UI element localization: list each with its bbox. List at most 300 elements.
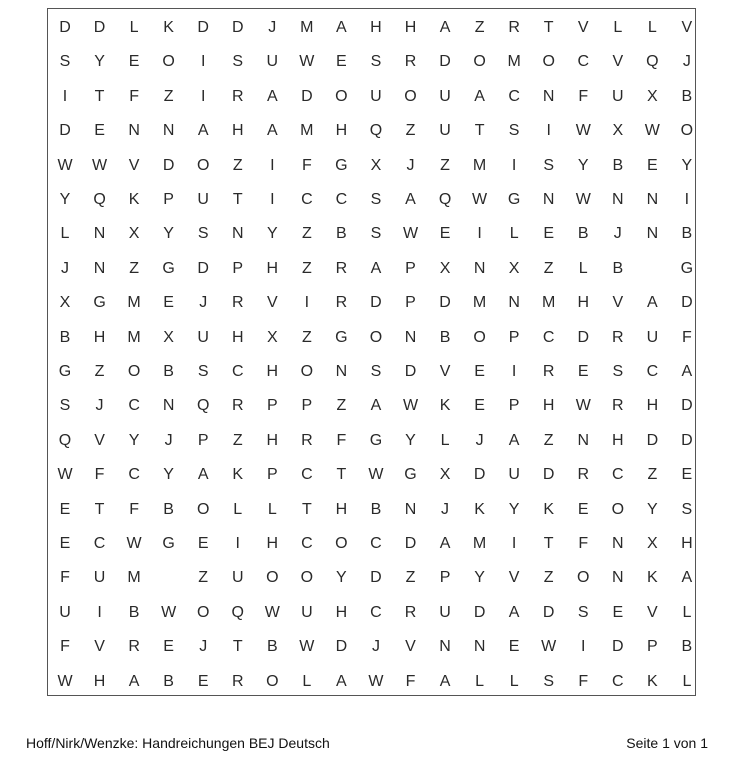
grid-letter: R [542,363,555,380]
grid-letter: H [542,397,555,415]
grid-letter: F [405,672,416,690]
grid-letter: Y [266,225,278,243]
grid-letter: N [162,122,175,140]
grid-letter: F [336,431,347,449]
grid-letter: L [509,672,519,690]
grid-letter: C [612,672,624,690]
grid-letter: G [335,156,348,174]
grid-letter: Y [94,53,105,71]
grid-letter: T [474,122,485,140]
grid-letter: P [405,259,416,277]
grid-letter: I [684,191,690,208]
grid-letter: R [231,294,244,312]
grid-letter: N [231,225,244,243]
grid-letter: O [369,328,383,346]
grid-letter: D [197,259,209,277]
grid-letter [152,561,186,595]
grid-letter: U [197,191,209,208]
grid-letter: D [542,603,555,621]
grid-letter: D [197,19,209,36]
grid-letter: O [473,53,486,71]
grid-letter: I [304,294,310,312]
grid-letter: L [682,603,692,621]
grid-letter: P [163,191,174,208]
grid-letter: M [542,294,556,312]
grid-letter: S [370,363,382,380]
grid-letter: B [128,603,140,621]
grid-letter: B [681,638,693,656]
grid-letter: O [196,156,210,174]
grid-letter: X [439,466,451,484]
grid-letter: R [231,672,244,690]
grid-letter: J [682,53,691,71]
grid-letter: Y [681,156,693,174]
grid-letter: U [439,87,451,105]
grid-letter: F [578,672,589,690]
grid-letter: X [266,328,278,346]
grid-letter: J [199,638,208,656]
grid-letter: L [509,225,519,243]
grid-letter: A [128,672,140,690]
grid-letter: L [475,672,485,690]
grid-letter: U [231,569,244,587]
grid-letter: H [646,397,659,415]
grid-letter: Z [336,397,347,415]
grid-letter: W [299,53,315,71]
grid-letter: D [473,466,486,484]
grid-letter: P [647,638,658,656]
grid-letter: U [370,87,382,105]
grid-letter: S [370,225,382,243]
grid-letter: I [581,638,586,656]
grid-letter: N [542,191,555,208]
grid-letter: J [95,397,104,415]
grid-letter: H [577,294,590,312]
grid-letter: C [612,466,624,484]
grid-letter: F [94,466,105,484]
grid-letter: A [508,431,520,449]
grid-letter: G [369,431,383,449]
grid-letter: R [404,603,417,621]
grid-letter: B [681,87,693,105]
grid-letter: Y [647,500,658,518]
grid-letter: N [577,431,590,449]
grid-letter: C [508,87,520,105]
grid-letter: P [266,466,278,484]
grid-letter: H [266,535,279,552]
grid-letter: N [508,294,520,312]
grid-letter: Z [543,259,554,277]
grid-letter: S [508,122,520,140]
grid-letter: M [472,156,487,174]
grid-letter: E [59,500,71,518]
grid-letter: D [404,363,417,380]
grid-letter: I [97,603,102,621]
grid-letter: D [577,328,590,346]
grid-letter: J [613,225,622,243]
grid-letter: W [161,603,177,621]
grid-letter: M [300,122,314,140]
grid-letter: Z [301,328,312,346]
grid-letter: G [404,466,417,484]
grid-letter: L [613,19,623,36]
grid-letter: U [266,53,279,71]
grid-letter: D [612,638,624,656]
grid-letter: Q [438,191,452,208]
grid-letter: K [128,191,140,208]
grid-letter: B [266,638,278,656]
grid-letter: H [335,122,348,140]
grid-letter: N [612,191,624,208]
grid-letter: N [93,259,106,277]
grid-letter: A [197,122,209,140]
grid-letter: I [511,535,517,552]
grid-letter: N [646,191,659,208]
grid-letter: K [543,500,555,518]
grid-letter: E [336,53,347,71]
grid-letter: Y [474,569,485,587]
grid-letter: W [541,638,557,656]
grid-letter: I [200,87,206,105]
grid-letter: F [60,569,70,587]
grid-letter: G [58,363,72,380]
grid-letter: C [646,363,659,380]
grid-letter: O [577,569,590,587]
grid-letter: D [301,87,313,105]
grid-letter: N [93,225,106,243]
grid-letter: C [301,191,313,208]
grid-letter: Q [93,191,106,208]
grid-letter: J [199,294,208,312]
grid-letter: P [439,569,451,587]
grid-letter: X [647,87,658,105]
grid-letter: Q [231,603,244,621]
grid-letter: H [335,500,348,518]
grid-letter: W [57,672,73,690]
grid-letter: C [93,535,106,552]
grid-letter: S [577,603,589,621]
grid-letter: C [301,535,313,552]
grid-letter [635,252,669,286]
grid-letter: P [508,328,520,346]
grid-letter: S [59,53,71,71]
grid-letter: U [439,603,451,621]
grid-letter: H [231,328,244,346]
grid-letter: N [612,569,624,587]
grid-letter: J [406,156,415,174]
grid-letter: G [507,191,521,208]
grid-letter: L [233,500,243,518]
grid-letter: N [646,225,659,243]
grid-letter: O [196,500,210,518]
grid-letter: D [370,294,382,312]
grid-letter: R [231,397,244,415]
grid-letter: T [94,87,105,105]
grid-letter: B [370,500,382,518]
grid-letter: Q [58,431,72,449]
grid-letter: U [301,603,313,621]
grid-letter: U [59,603,71,621]
grid-letter: M [472,535,487,552]
grid-letter: W [57,466,73,484]
grid-letter: O [473,328,486,346]
grid-letter: J [61,259,69,277]
grid-letter: T [232,638,243,656]
grid-letter: W [575,122,591,140]
grid-letter: O [300,363,314,380]
grid-letter: X [647,535,658,552]
grid-letter: D [335,638,348,656]
grid-letter: V [405,638,416,656]
grid-letter: L [267,500,277,518]
grid-letter: O [300,569,314,587]
grid-letter: A [370,259,382,277]
grid-letter: A [508,603,520,621]
grid-letter: C [577,53,590,71]
grid-letter: A [439,19,451,36]
grid-letter: Y [405,431,416,449]
grid-letter: X [128,225,140,243]
grid-letter: R [335,294,348,312]
grid-letter: M [472,294,487,312]
grid-letter: B [163,672,174,690]
grid-letter: G [162,259,175,277]
grid-letter: V [681,19,693,36]
grid-letter: Z [232,156,243,174]
grid-letter: N [439,638,451,656]
grid-letter: A [266,87,278,105]
grid-letter: H [266,431,279,449]
word-search-puzzle [47,8,696,696]
grid-letter: W [57,156,73,174]
grid-letter: W [126,535,142,552]
grid-letter: D [439,294,451,312]
grid-letter: F [578,535,589,552]
grid-letter: D [59,122,71,140]
grid-letter: B [612,156,624,174]
grid-letter: H [266,363,279,380]
grid-letter: H [266,259,279,277]
grid-letter: N [162,397,175,415]
grid-letter: Y [163,225,174,243]
grid-letter: L [578,259,588,277]
grid-letter: T [543,535,554,552]
grid-letter: Y [128,431,140,449]
grid-letter: U [439,122,451,140]
grid-letter: K [232,466,244,484]
grid-letter: B [163,500,174,518]
grid-letter: L [302,672,312,690]
grid-letter: C [128,397,140,415]
grid-letter: R [231,87,244,105]
grid-letter: X [163,328,174,346]
footer-author: Hoff/Nirk/Wenzke: Handreichungen BEJ Deutsch [26,735,330,751]
grid-letter: E [163,638,174,656]
grid-letter: D [404,535,417,552]
grid-letter: O [127,363,141,380]
grid-letter: I [511,363,517,380]
grid-letter: I [511,156,517,174]
grid-letter: A [266,122,278,140]
grid-letter: H [404,19,417,36]
grid-letter: H [681,535,693,552]
grid-letter: B [612,259,624,277]
grid-letter: O [404,87,417,105]
grid-letter: P [266,397,278,415]
grid-letter: E [163,294,174,312]
grid-letter: S [59,397,71,415]
grid-letter: R [128,638,140,656]
grid-letter: V [612,53,624,71]
grid-letter: I [546,122,551,140]
grid-letter: N [473,638,486,656]
grid-letter: T [336,466,347,484]
grid-letter: Y [59,191,71,208]
grid-letter: D [646,431,659,449]
grid-letter: J [371,638,380,656]
grid-letter: F [682,328,692,346]
grid-letter: A [681,363,693,380]
grid-letter: S [681,500,693,518]
grid-letter: C [128,466,140,484]
grid-letter: Y [508,500,520,518]
grid-letter: K [474,500,485,518]
grid-letter: B [163,363,174,380]
grid-letter: Y [336,569,347,587]
grid-letter: W [644,122,660,140]
grid-letter: D [162,156,175,174]
grid-letter: A [370,397,382,415]
grid-letter: E [543,225,555,243]
grid-letter: Z [129,259,139,277]
grid-letter: Z [543,569,554,587]
grid-letter: R [612,328,624,346]
grid-letter: E [439,225,451,243]
grid-letter: C [370,535,382,552]
grid-letter: S [197,363,209,380]
grid-letter: A [681,569,693,587]
grid-letter: C [370,603,382,621]
grid-letter: I [200,53,206,71]
grid-letter: E [647,156,658,174]
grid-letter: H [231,122,244,140]
grid-letter: P [508,397,520,415]
grid-letter: M [127,569,141,587]
grid-letter: I [477,225,482,243]
grid-letter: C [335,191,348,208]
grid-letter: W [472,191,488,208]
grid-letter: N [542,87,555,105]
grid-letter: Q [646,53,659,71]
grid-letter: D [93,19,106,36]
grid-letter: E [197,672,209,690]
grid-letter: Z [301,225,312,243]
grid-letter: M [300,19,314,36]
grid-letter: P [197,431,209,449]
grid-letter: O [266,569,279,587]
grid-letter: T [543,19,554,36]
grid-letter: Q [369,122,383,140]
grid-letter: K [647,672,658,690]
grid-letter: S [370,191,382,208]
grid-letter: W [368,672,384,690]
grid-letter: X [59,294,71,312]
grid-letter: S [543,672,555,690]
grid-letter: W [368,466,384,484]
grid-letter: P [405,294,416,312]
grid-letter: O [335,87,348,105]
grid-letter: R [577,466,590,484]
grid-letter: Z [405,569,416,587]
grid-letter: B [336,225,347,243]
grid-letter: W [575,191,591,208]
grid-letter: F [578,87,589,105]
grid-letter: L [647,19,657,36]
grid-letter: W [575,397,591,415]
grid-letter: R [612,397,624,415]
grid-letter: D [231,19,244,36]
grid-letter: V [439,363,451,380]
grid-letter: U [93,569,106,587]
grid-letter: Z [440,156,450,174]
grid-letter: U [612,87,624,105]
grid-letter: V [508,569,520,587]
grid-letter: S [197,225,209,243]
grid-letter: E [94,122,105,140]
grid-letter: W [402,225,419,243]
grid-letter: E [577,500,589,518]
grid-letter: O [196,603,210,621]
grid-letter: F [129,500,139,518]
grid-letter: R [301,431,313,449]
grid-letter: E [59,535,71,552]
grid-letter: D [370,569,382,587]
grid-letter: D [681,431,693,449]
grid-letter: D [681,397,693,415]
grid-letter: I [62,87,68,105]
grid-letter: G [335,328,348,346]
grid-letter: L [440,431,450,449]
grid-letter: O [611,500,625,518]
grid-letter: E [128,53,140,71]
grid-letter: F [60,638,70,656]
grid-letter: R [404,53,417,71]
grid-letter: E [197,535,209,552]
grid-letter: O [542,53,555,71]
grid-letter: E [508,638,520,656]
grid-letter: F [301,156,312,174]
grid-letter: X [508,259,520,277]
grid-letter: A [405,191,416,208]
grid-letter: E [577,363,589,380]
grid-letter: O [680,122,694,140]
grid-letter: E [474,363,485,380]
grid-letter: F [129,87,139,105]
grid-letter: C [542,328,555,346]
grid-letter: G [680,259,694,277]
grid-letter: Q [196,397,210,415]
grid-letter: O [266,672,279,690]
grid-letter: A [336,19,347,36]
grid-letter: D [542,466,555,484]
grid-letter: S [612,363,624,380]
grid-letter: W [91,156,108,174]
grid-letter: O [162,53,175,71]
grid-letter: C [231,363,244,380]
grid-letter: X [612,122,624,140]
grid-letter: N [335,363,348,380]
grid-letter: H [93,672,106,690]
